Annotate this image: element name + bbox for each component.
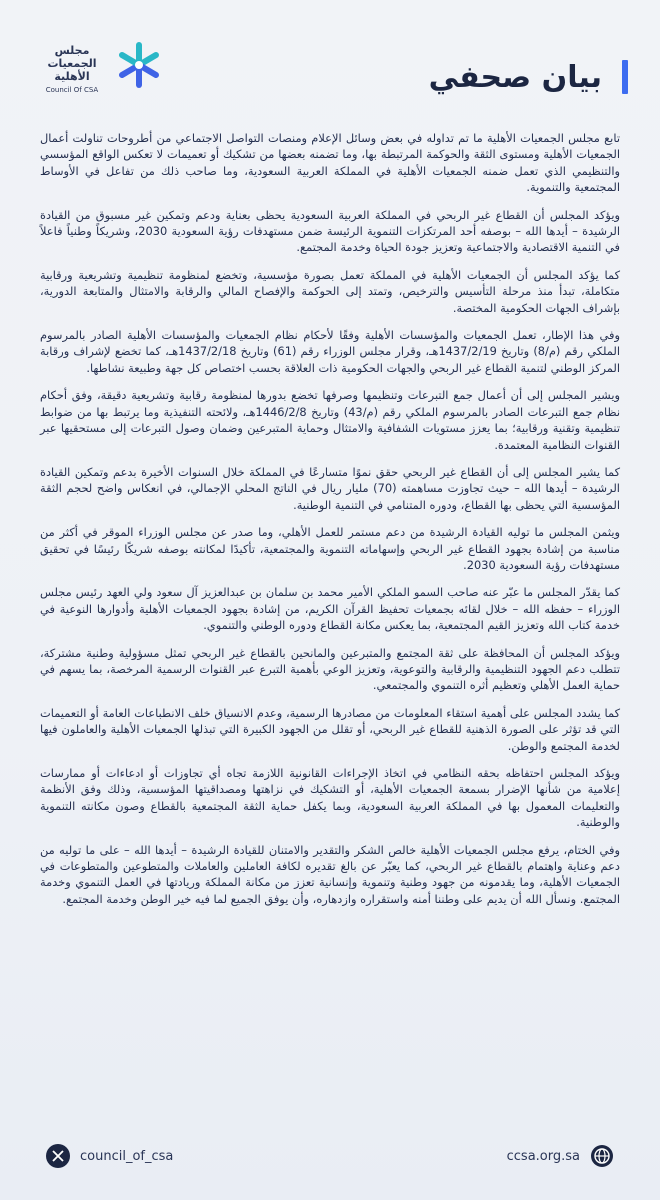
- website-url: ccsa.org.sa: [506, 1148, 580, 1164]
- council-logo: [34, 40, 164, 100]
- paragraph-1: تابع مجلس الجمعيات الأهلية ما تم تداوله في بعض وسائل الإعلام ومنصات التواصل الاجتماعي من أطروحات تناولت أعمال الجمعيات الأهلية ومستوى الثقة والحوكمة المرتبطة بها، وما تضمنه بعضها من تشكيك أو تعميمات لا تعكس الواقع المؤسسي والتنظيمي الذي تعمل ضمنه الجمعيات الأهلية في المملكة العربية السعودية، وما صاحب ذلك من تفاعل في الأوساط المجتمعية والتنموية.: [40, 131, 620, 195]
- paragraph-10: كما يشدد المجلس على أهمية استقاء المعلومات من مصادرها الرسمية، وعدم الانسياق خلف الانطباعات العامة أو التعميمات التي قد تؤثر على الصورة الذهنية للقطاع غير الربحي، أو تقلل من الجهود الكبيرة التي تبذلها الجمعيات الأهلية والعاملون فيها لخدمة المجتمع والوطن.: [40, 705, 620, 753]
- logo-text: [34, 44, 110, 94]
- logo-line-1: مجلس: [54, 44, 90, 57]
- website-link[interactable]: [507, 1144, 614, 1168]
- x-logo-icon: [46, 1144, 70, 1168]
- paragraph-12: وفي الختام، يرفع مجلس الجمعيات الأهلية خالص الشكر والتقدير والامتنان للقيادة الرشيدة – أيدها الله – على ما توليه من دعم وعناية واهتمام بالقطاع غير الربحي، كما يعبّر عن بالغ تقديره لكافة العاملين والعاملات والمتطوعين والمتطوعات في الجمعيات الأهلية، وما يقدمونه من جهود وطنية وتنموية وإنسانية تعزز من مكانة المملكة وريادتها في العمل التنموي وخدمة المجتمع. ونسأل الله أن يديم على وطننا أمنه واستقراره وازدهاره، وأن يوفق الجميع لما فيه خير الوطن وخدمة المجتمع.: [40, 842, 620, 906]
- logo-english: Council Of CSA: [45, 86, 99, 94]
- logo-line-3: الأهلية: [54, 70, 90, 83]
- header: [0, 0, 660, 110]
- paragraph-3: كما يؤكد المجلس أن الجمعيات الأهلية في المملكة تعمل بصورة مؤسسية، وتخضع لمنظومة تنظيمية وتشريعية ورقابية متكاملة، تبدأ منذ مرحلة التأسيس والترخيص، وتمتد إلى الحوكمة والإفصاح المالي والرقابة والامتثال والمتابعة الدورية، بإشراف الجهات الحكومية المختصة.: [40, 267, 620, 315]
- title-accent-bar: [622, 60, 628, 94]
- title-wrap: [429, 52, 628, 102]
- page-title: بيان صحفي: [428, 59, 602, 95]
- social-link[interactable]: [46, 1144, 173, 1168]
- press-release-body: [40, 130, 620, 918]
- paragraph-8: كما يقدّر المجلس ما عبّر عنه صاحب السمو الملكي الأمير محمد بن سلمان بن عبدالعزيز آل سعود ولي العهد رئيس مجلس الوزراء – حفظه الله – خلال لقائه بجمعيات تحفيظ القرآن الكريم، من إشادة بجهود الجمعيات الأهلية وأدوارها النوعية في خدمة كتاب الله وتعزيز القيم المجتمعية، بما يعكس مكانة القطاع ودوره الوطني والتنموي.: [40, 585, 620, 633]
- paragraph-9: ويؤكد المجلس أن المحافظة على ثقة المجتمع والمتبرعين والمانحين بالقطاع غير الربحي تمثل مسؤولية وطنية مشتركة، تتطلب دعم الجهود التنظيمية والرقابية والتوعوية، وتعزيز الوعي بأهمية التبرع عبر القنوات الرسمية المرخصة، بما يسهم في حماية العمل الأهلي وتعظيم أثره التنموي والمجتمعي.: [40, 645, 620, 693]
- paragraph-2: ويؤكد المجلس أن القطاع غير الربحي في المملكة العربية السعودية يحظى بعناية ودعم وتمكين غير مسبوق من القيادة الرشيدة – أيدها الله – بوصفه أحد المرتكزات التنموية الرئيسة ضمن مستهدفات رؤية السعودية 2030، وشريكاً وطنياً فاعلاً في التنمية الاقتصادية والاجتماعية وتعزيز جودة الحياة وخدمة المجتمع.: [40, 207, 620, 255]
- asterisk-logo-icon: [114, 40, 164, 90]
- logo-line-2: الجمعيات: [47, 57, 97, 70]
- paragraph-5: ويشير المجلس إلى أن أعمال جمع التبرعات وتنظيمها وصرفها تخضع بدورها لمنظومة رقابية وتشريعية دقيقة، وفق أحكام نظام جمع التبرعات الصادر بالمرسوم الملكي رقم (م/43) وتاريخ 1446/2/8هـ، ولائحته التنفيذية وما يرتبط بها من ضوابط تنظيمية وتقنية ورقابية؛ بما يعزز مستويات الشفافية والامتثال وحماية المتبرعين وضمان وصول التبرعات إلى مستحقيها عبر القنوات النظامية المعتمدة.: [40, 388, 620, 452]
- social-handle: council_of_csa: [80, 1148, 174, 1164]
- paragraph-7: ويثمن المجلس ما توليه القيادة الرشيدة من دعم مستمر للعمل الأهلي، وما صدر عن مجلس الوزراء الموقر في أكثر من مناسبة من إشادة بجهود القطاع غير الربحي وإسهاماته التنموية والمجتمعية، تأكيدًا لمكانته بوصفه شريكًا رئيسًا في تحقيق مستهدفات رؤية السعودية 2030.: [40, 525, 620, 572]
- footer: [0, 1130, 660, 1200]
- paragraph-6: كما يشير المجلس إلى أن القطاع غير الربحي حقق نموًا متسارعًا في المملكة خلال السنوات الأخيرة بدعم وتمكين القيادة الرشيدة – أيدها الله – حيث تجاوزت مساهمته (70) مليار ريال في الناتج المحلي الإجمالي، في انعكاس واضح لحجم الثقة المؤسسية التي يحظى بها القطاع، ودوره المتنامي في التنمية الوطنية.: [40, 464, 620, 512]
- paragraph-11: ويؤكد المجلس احتفاظه بحقه النظامي في اتخاذ الإجراءات القانونية اللازمة تجاه أي تجاوزات أو ادعاءات أو ممارسات إعلامية من شأنها الإضرار بسمعة الجمعيات الأهلية، أو التشكيك في نزاهتها ومصداقيتها المؤسسية، وذلك وفق الأنظمة والتعليمات المعمول بها في المملكة العربية السعودية، وبما يكفل حماية الثقة المجتمعية بالقطاع وصون مكانته التنموية والوطنية.: [40, 766, 620, 830]
- globe-icon: [590, 1144, 614, 1168]
- paragraph-4: وفي هذا الإطار، تعمل الجمعيات والمؤسسات الأهلية وفقًا لأحكام نظام الجمعيات والمؤسسات الأهلية الصادر بالمرسوم الملكي رقم (م/8) وتاريخ 1437/2/19هـ، وقرار مجلس الوزراء رقم (61) وتاريخ 1437/2/18هـ، كما تخضع لإشراف ورقابة المركز الوطني لتنمية القطاع غير الربحي والجهات الحكومية ذات العلاقة بحسب اختصاص كل جهة وطبيعة نشاطها.: [40, 328, 620, 375]
